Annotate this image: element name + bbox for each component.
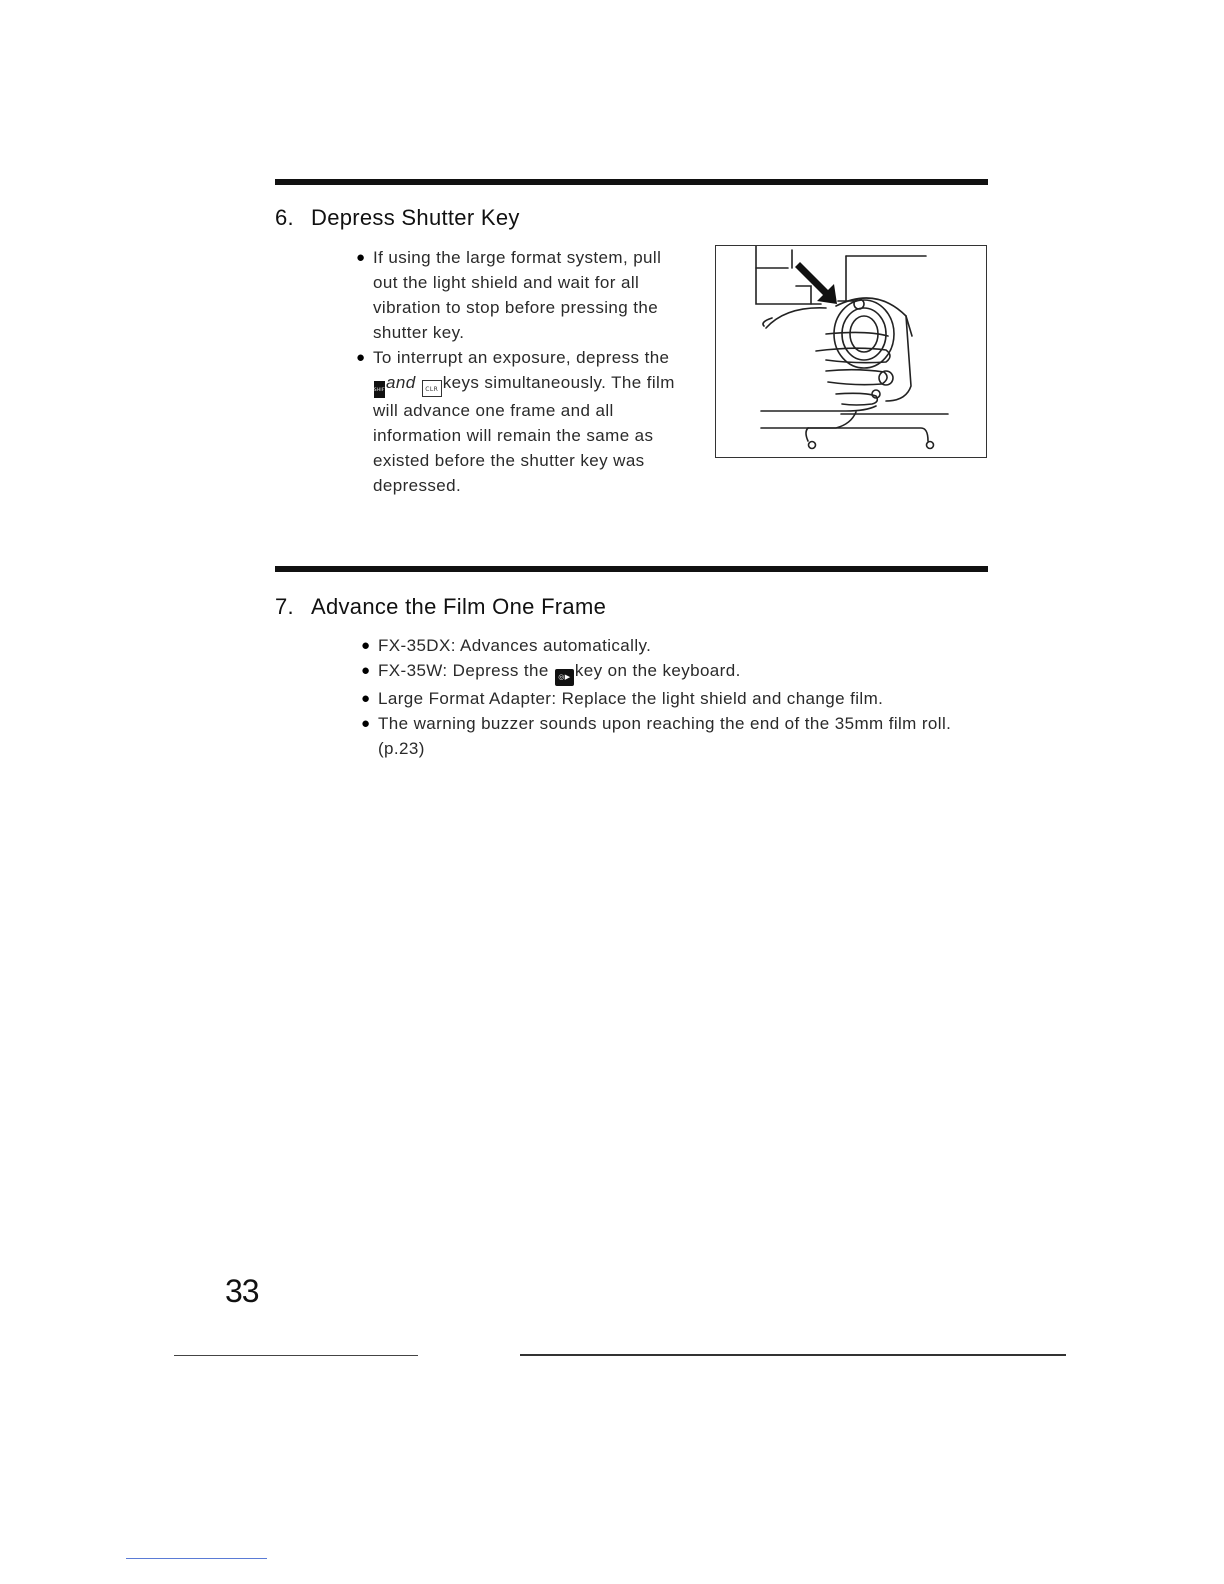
bullet-dot-icon: ● <box>356 249 366 266</box>
shift-key-icon: SHIFT <box>374 381 385 398</box>
section-6-bullet-list <box>356 245 686 498</box>
section-7-top-rule <box>275 566 988 572</box>
clr-key-icon: CLR <box>422 380 442 397</box>
section-7-bullet-2-suffix: key on the keyboard. <box>574 661 741 680</box>
list-item <box>361 658 971 686</box>
section-7-bullet-3-text: Large Format Adapter: Replace the light shield and change film. <box>378 689 884 708</box>
section-7-bullet-list <box>361 633 971 761</box>
list-item <box>361 686 971 711</box>
arrow-icon <box>795 262 837 304</box>
shutter-key-illustration <box>715 245 987 458</box>
section-7-bullet-4-text: The warning buzzer sounds upon reaching the end of the 35mm film roll. (p.23) <box>378 714 952 758</box>
bottom-accent-line <box>126 1558 267 1559</box>
film-advance-key-icon: ◎▶ <box>555 669 574 686</box>
list-item <box>361 711 971 761</box>
bullet-dot-icon: ● <box>361 662 371 679</box>
bullet-dot-icon: ● <box>356 349 366 366</box>
section-7-title: Advance the Film One Frame <box>311 594 607 619</box>
section-6-top-rule <box>275 179 988 185</box>
bullet-dot-icon: ● <box>361 637 371 654</box>
list-item <box>356 245 686 345</box>
section-6-number: 6. <box>275 205 294 230</box>
section-6-bullet-2-suffix: keys simultaneously. The film will advance one frame and all information will remain the same as existed before the shutter key was depressed. <box>373 373 675 495</box>
bullet-dot-icon: ● <box>361 715 371 732</box>
bullet-dot-icon: ● <box>361 690 371 707</box>
section-6-bullet-2-and: and <box>386 373 416 392</box>
section-6-heading <box>275 205 520 231</box>
section-6-bullet-2-prefix: To interrupt an exposure, depress the <box>373 348 670 367</box>
footer-divider-left <box>174 1355 418 1356</box>
hand-pressing-shutter-illustration <box>716 246 986 457</box>
section-6-title: Depress Shutter Key <box>311 205 520 230</box>
section-7-bullet-1-text: FX-35DX: Advances automatically. <box>378 636 652 655</box>
section-6-bullet-1-text: If using the large format system, pull out the light shield and wait for all vibration to stop before pressing the shutter key. <box>373 248 662 342</box>
list-item <box>361 633 971 658</box>
page-number: 33 <box>225 1273 259 1309</box>
section-7-number: 7. <box>275 594 294 619</box>
section-7-heading <box>275 594 606 620</box>
footer-divider-right <box>520 1354 1066 1356</box>
list-item <box>356 345 686 498</box>
section-7-bullet-2-text: FX-35W: Depress the <box>378 661 549 680</box>
